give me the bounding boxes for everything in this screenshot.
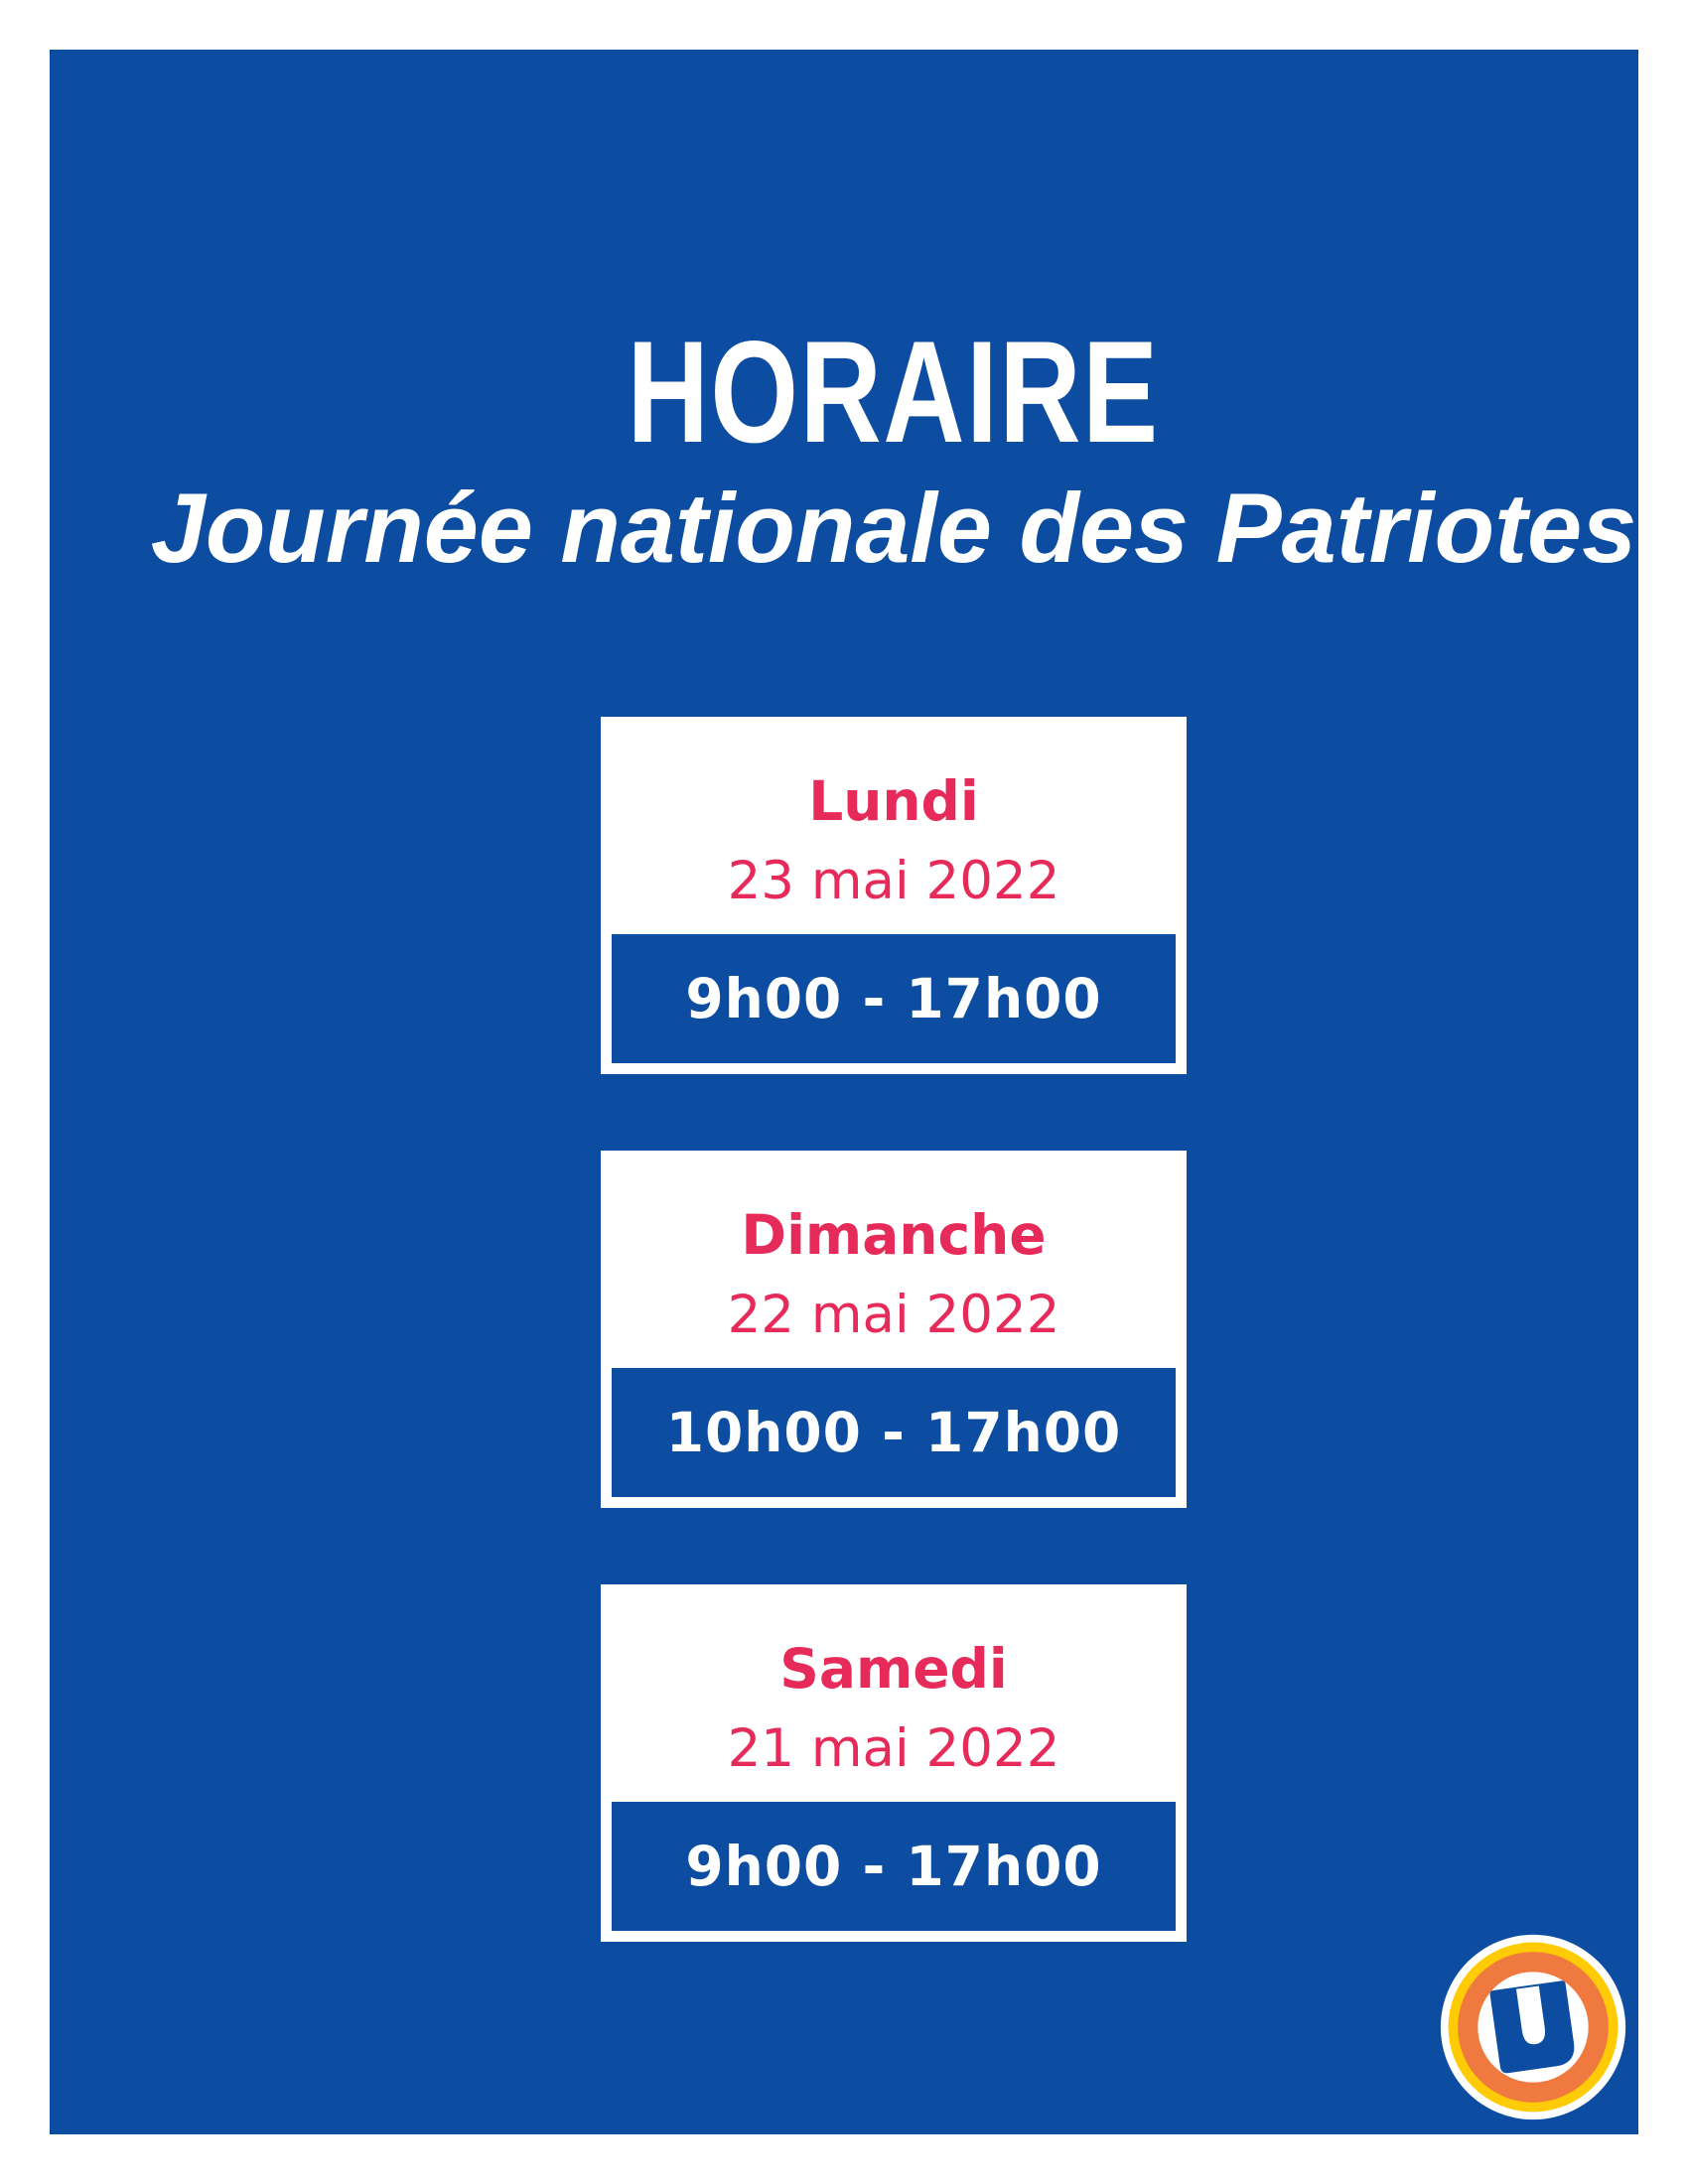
hours-label: 9h00 - 17h00 — [685, 966, 1102, 1030]
date-label: 22 mai 2022 — [727, 1285, 1060, 1345]
hours-bar — [612, 1368, 1176, 1497]
schedule-card-list — [601, 717, 1187, 1942]
schedule-card-samedi — [601, 1584, 1187, 1942]
date-label: 21 mai 2022 — [727, 1718, 1060, 1779]
schedule-card-lundi — [601, 717, 1187, 1074]
page-subtitle: Journée nationale des Patriotes — [150, 473, 1637, 583]
day-label: Dimanche — [741, 1203, 1047, 1267]
page-title-text: HORAIRE — [627, 311, 1161, 473]
hours-label: 10h00 - 17h00 — [665, 1400, 1122, 1464]
day-label: Lundi — [808, 769, 979, 833]
page-title — [50, 311, 1688, 473]
u-circle-logo-icon — [1438, 1932, 1628, 2122]
blue-panel — [50, 50, 1638, 2134]
day-label: Samedi — [779, 1637, 1008, 1701]
hours-label: 9h00 - 17h00 — [685, 1834, 1102, 1898]
hours-bar — [612, 1802, 1176, 1931]
hours-bar — [612, 934, 1176, 1063]
date-label: 23 mai 2022 — [727, 851, 1060, 911]
schedule-card-dimanche — [601, 1151, 1187, 1508]
